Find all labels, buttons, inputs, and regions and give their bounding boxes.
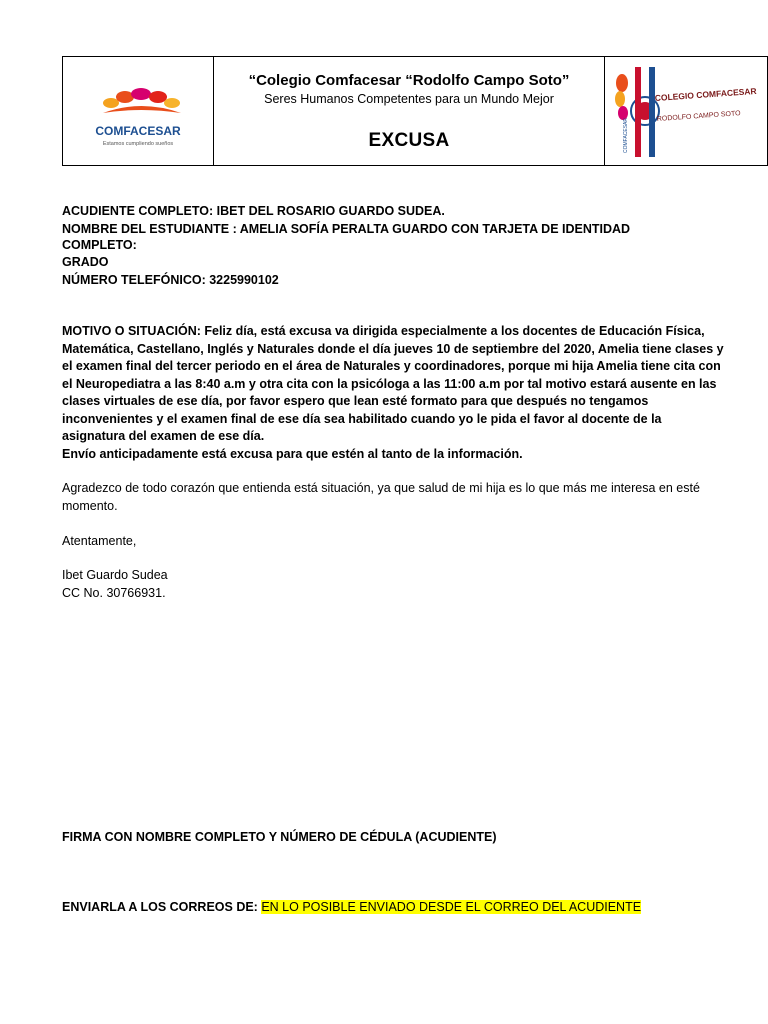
- seal-vertical-text: COMFACESAR: [623, 117, 629, 153]
- comfacesar-logo-graphic: [63, 57, 213, 165]
- send-label: ENVIARLA A LOS CORREOS DE:: [62, 900, 258, 914]
- header-title-cell: [214, 57, 605, 166]
- header-seal-cell: [605, 57, 768, 166]
- student-field-cont: COMPLETO:: [62, 238, 137, 252]
- send-line: [62, 899, 641, 916]
- student-field: NOMBRE DEL ESTUDIANTE : AMELIA SOFÍA PERALTA GUARDO CON TARJETA DE IDENTIDAD: [62, 222, 631, 236]
- motive-paragraph: [62, 323, 726, 463]
- document-title: EXCUSA: [368, 130, 450, 151]
- seal-text-1: COLEGIO COMFACESAR: [654, 85, 757, 103]
- school-motto: Seres Humanos Competentes para un Mundo Mejor: [264, 92, 554, 106]
- send-highlight: EN LO POSIBLE ENVIADO DESDE EL CORREO DEL ACUDIENTE: [261, 900, 642, 914]
- motive-text: MOTIVO O SITUACIÓN: Feliz día, está excusa va dirigida especialmente a los docentes de Educación Física, Matemática, Castellano, Inglés y Naturales donde el día jueves 10 de septiembre del 2020, Amelia tiene clases y el examen final del tercer periodo en el área de Naturales y coordinadores, porque mi hija Amelia tiene cita con el Neuropediatra a las 8:40 a.m y otra cita con la psicóloga a las 11:00 a.m por tal motivo estará ausente en las clases virtuales de ese día, por favor espero que lean esté formato para que después no tengamos inconvenientes y el examen final de ese día sea habilitado cuando yo le pida el favor al docente de la asignatura del examen de ese día.: [62, 324, 724, 443]
- school-seal-graphic: [605, 57, 765, 165]
- school-name: “Colegio Comfacesar “Rodolfo Campo Soto”: [248, 72, 570, 89]
- signer-id: CC No. 30766931.: [62, 586, 166, 600]
- signer-name: Ibet Guardo Sudea: [62, 568, 168, 582]
- thanks-paragraph: Agradezco de todo corazón que entienda está situación, ya que salud de mi hija es lo que más me interesa en esté momento.: [62, 481, 700, 513]
- phone-field: NÚMERO TELEFÓNICO: 3225990102: [62, 273, 279, 287]
- header-logo-cell: [63, 57, 214, 166]
- guardian-field: ACUDIENTE COMPLETO: IBET DEL ROSARIO GUARDO SUDEA.: [62, 204, 445, 218]
- grade-field: GRADO: [62, 255, 109, 269]
- seal-text-2: RODOLFO CAMPO SOTO: [656, 110, 741, 123]
- closing-text: Atentamente,: [62, 534, 137, 548]
- school-seal-logo: [605, 57, 765, 165]
- header-table: [62, 56, 768, 166]
- comfacesar-logo: [63, 57, 213, 165]
- signature-label: FIRMA CON NOMBRE COMPLETO Y NÚMERO DE CÉDULA (ACUDIENTE): [62, 830, 497, 844]
- motive-text-2: Envío anticipadamente está excusa para que estén al tanto de la información.: [62, 446, 523, 461]
- brand-text: COMFACESAR: [95, 124, 181, 138]
- brand-tagline: Estamos cumpliendo sueños: [102, 141, 174, 147]
